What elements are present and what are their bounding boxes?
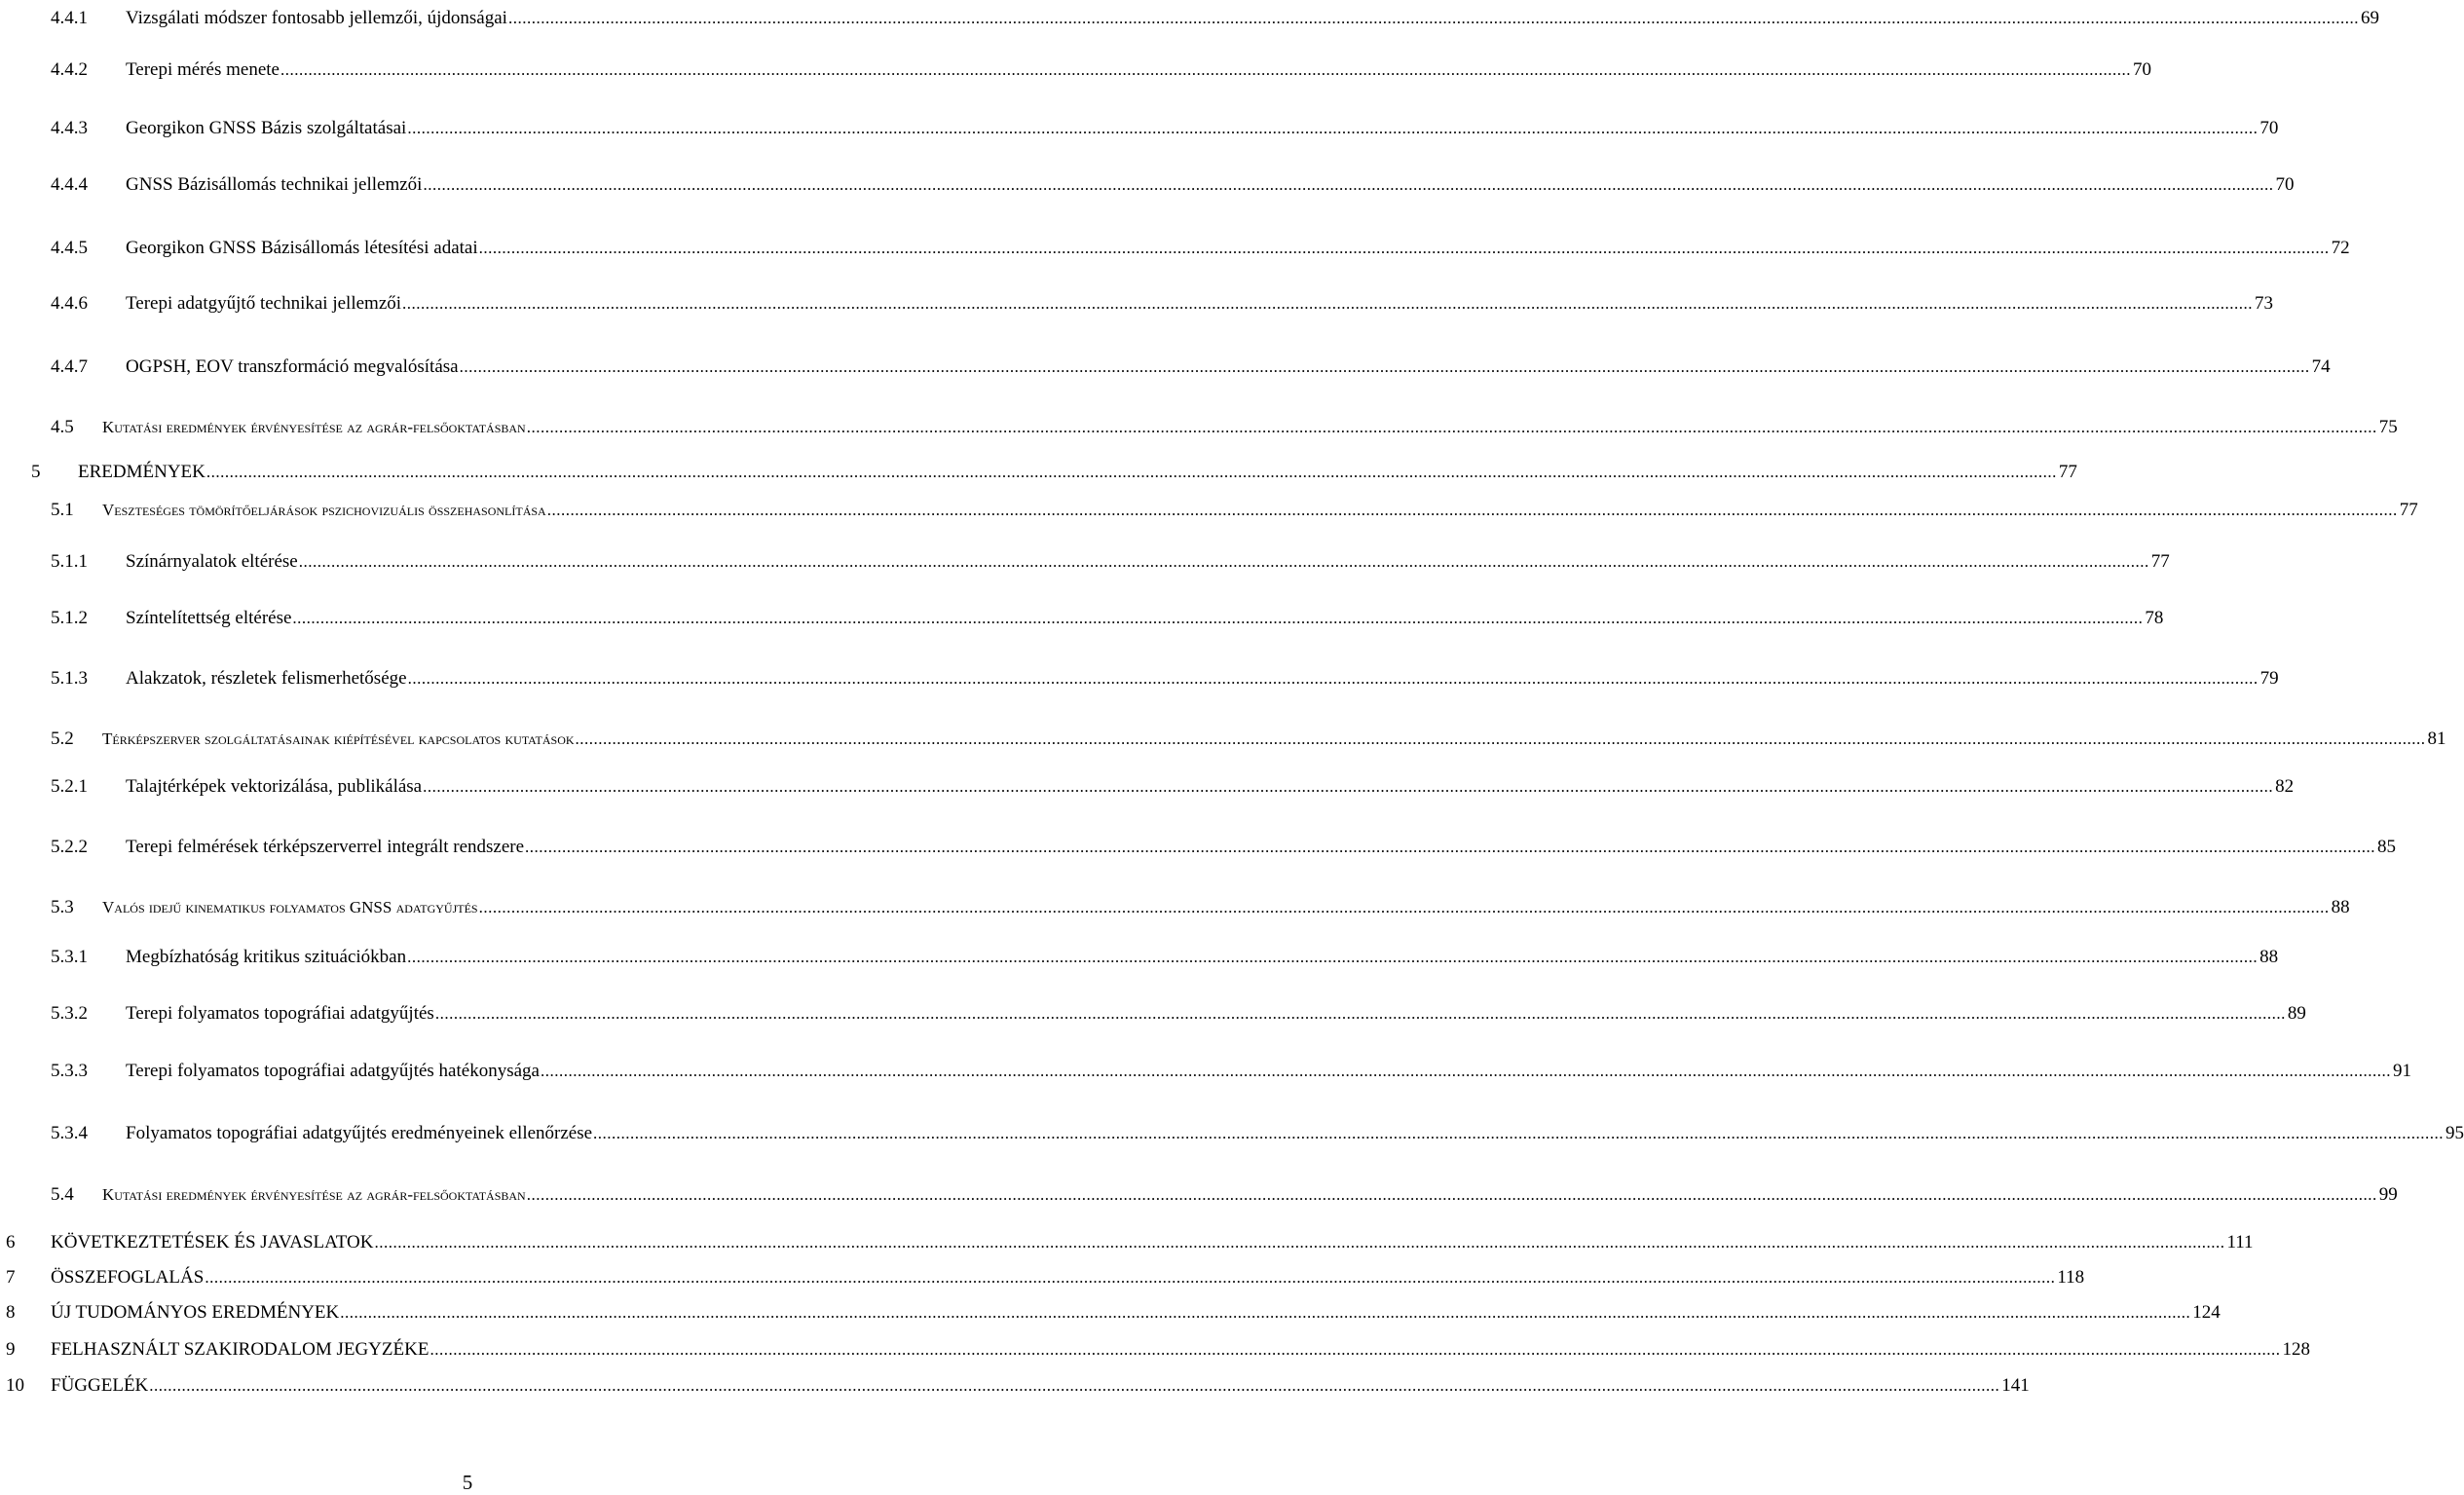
toc-dot-leader: ................................................................................................................................................................................................................................................................................................................................................................................................................ [292,609,2144,627]
toc-entry-page: 70 [2275,174,2295,195]
toc-entry[interactable] [51,725,2446,754]
toc-entry-title: Georgikon GNSS Bázisállomás létesítési adatai [126,238,478,258]
toc-entry-number: 7 [6,1267,16,1288]
toc-entry-number: 5.3.2 [51,1003,88,1024]
toc-entry-number: 4.4.1 [51,8,88,28]
toc-entry-number: 5.1.3 [51,668,88,689]
toc-entry[interactable] [51,289,2274,318]
toc-entry-title: FÜGGELÉK [51,1375,149,1396]
toc-dot-leader: ................................................................................................................................................................................................................................................................................................................................................................................................................ [478,898,2330,916]
toc-entry[interactable] [6,1298,2221,1327]
toc-entry-title: ÖSSZEFOGLALÁS [51,1267,205,1288]
toc-dot-leader: ................................................................................................................................................................................................................................................................................................................................................................................................................ [340,1303,2191,1322]
toc-entry-title: Terepi folyamatos topográfiai adatgyűjtés hatékonysága [126,1061,540,1081]
toc-entry-number: 5.2 [51,729,74,749]
toc-entry-page: 85 [2377,837,2397,857]
toc-dot-leader: ................................................................................................................................................................................................................................................................................................................................................................................................................ [525,838,2376,856]
toc-entry-page: 79 [2259,668,2279,689]
toc-dot-leader: ................................................................................................................................................................................................................................................................................................................................................................................................................ [478,239,2330,257]
toc-entry[interactable] [51,833,2397,862]
toc-entry-page: 69 [2360,8,2379,28]
toc-entry-number: 5.3.1 [51,947,88,967]
toc-entry-number: 5 [31,462,41,482]
toc-entry-number: 6 [6,1232,16,1252]
toc-entry-title: Valós idejű kinematikus folyamatos GNSS adatgyűjtés [102,898,478,916]
toc-entry-number: 9 [6,1339,16,1360]
toc-entry-title: ÚJ TUDOMÁNYOS EREDMÉNYEK [51,1302,340,1323]
toc-entry-page: 91 [2392,1061,2411,1081]
toc-entry-number: 5.3.4 [51,1123,88,1143]
toc-entry-page: 118 [2057,1267,2085,1288]
toc-entry-number: 8 [6,1302,16,1323]
toc-entry-page: 73 [2255,293,2274,314]
toc-entry-title: KÖVETKEZTETÉSEK ÉS JAVASLATOK [51,1232,374,1252]
toc-entry-number: 10 [6,1375,24,1396]
toc-entry-title: Veszteséges tömörítőeljárások pszichovizuális összehasonlítása [102,501,546,519]
toc-entry-page: 88 [2259,947,2279,967]
toc-dot-leader: ................................................................................................................................................................................................................................................................................................................................................................................................................ [298,552,2149,571]
toc-entry-title: Terepi mérés menete [126,59,280,80]
toc-dot-leader: ................................................................................................................................................................................................................................................................................................................................................................................................................ [205,1268,2056,1287]
toc-dot-leader: ................................................................................................................................................................................................................................................................................................................................................................................................................ [407,669,2259,688]
toc-entry-page: 111 [2226,1232,2254,1252]
toc-entry-number: 4.4.7 [51,356,88,377]
toc-entry-title: OGPSH, EOV transzformáció megvalósítása [126,356,459,377]
toc-entry-number: 4.4.4 [51,174,88,195]
toc-entry[interactable] [51,56,2151,85]
toc-entry-title: Terepi folyamatos topográfiai adatgyűjtés [126,1003,434,1024]
toc-entry-number: 5.2.1 [51,776,88,797]
toc-dot-leader: ................................................................................................................................................................................................................................................................................................................................................................................................................ [423,777,2274,796]
toc-entry-title: Alakzatok, részletek felismerhetősége [126,668,407,689]
toc-entry-title: Megbízhatóság kritikus szituációkban [126,947,407,967]
toc-dot-leader: ................................................................................................................................................................................................................................................................................................................................................................................................................ [407,119,2259,137]
toc-dot-leader: ................................................................................................................................................................................................................................................................................................................................................................................................................ [205,463,2057,481]
toc-entry-number: 5.1 [51,500,74,520]
toc-dot-leader: ................................................................................................................................................................................................................................................................................................................................................................................................................ [526,1185,2377,1204]
toc-entry-page: 88 [2331,897,2350,917]
toc-entry[interactable] [51,664,2279,693]
toc-entry[interactable] [51,999,2306,1028]
toc-dot-leader: ................................................................................................................................................................................................................................................................................................................................................................................................................ [280,60,2131,79]
toc-entry-page: 75 [2378,417,2398,437]
toc-entry-page: 81 [2427,729,2446,749]
toc-entry-page: 124 [2192,1302,2221,1323]
toc-entry[interactable] [51,170,2295,200]
toc-entry-page: 70 [2259,118,2279,138]
toc-entry-page: 77 [2150,551,2170,572]
toc-dot-leader: ................................................................................................................................................................................................................................................................................................................................................................................................................ [575,729,2426,748]
toc-entry-title: Terepi adatgyűjtő technikai jellemzői [126,293,402,314]
toc-entry-page: 72 [2331,238,2350,258]
toc-entry[interactable] [51,413,2398,442]
toc-dot-leader: ................................................................................................................................................................................................................................................................................................................................................................................................................ [546,501,2398,519]
toc-dot-leader: ................................................................................................................................................................................................................................................................................................................................................................................................................ [507,9,2359,27]
toc-entry[interactable] [31,458,2077,487]
toc-entry-page: 89 [2287,1003,2306,1024]
toc-entry-title: Terepi felmérések térképszerverrel integrált rendszere [126,837,525,857]
toc-entry[interactable] [6,1371,2030,1401]
toc-entry-title: Színtelítettség eltérése [126,608,292,628]
toc-entry-page: 99 [2378,1184,2398,1205]
toc-entry-title: Vizsgálati módszer fontosabb jellemzői, újdonságai [126,8,507,28]
toc-entry-title: EREDMÉNYEK [78,462,205,482]
toc-dot-leader: ................................................................................................................................................................................................................................................................................................................................................................................................................ [434,1004,2286,1023]
toc-entry-number: 4.4.3 [51,118,88,138]
toc-entry-number: 5.1.1 [51,551,88,572]
toc-entry-title: Térképszerver szolgáltatásainak kiépítésével kapcsolatos kutatások [102,729,575,748]
toc-entry-title: Georgikon GNSS Bázis szolgáltatásai [126,118,407,138]
toc-entry-page: 77 [2058,462,2077,482]
toc-entry-page: 77 [2399,500,2418,520]
toc-entry-number: 4.4.2 [51,59,88,80]
toc-dot-leader: ................................................................................................................................................................................................................................................................................................................................................................................................................ [423,175,2274,194]
toc-entry-number: 4.4.6 [51,293,88,314]
toc-entry-title: Talajtérképek vektorizálása, publikálása [126,776,423,797]
toc-entry-page: 128 [2282,1339,2310,1360]
toc-entry-title: Folyamatos topográfiai adatgyűjtés eredményeinek ellenőrzése [126,1123,593,1143]
toc-entry-page: 78 [2145,608,2164,628]
toc-entry[interactable] [51,114,2279,143]
toc-entry[interactable] [51,1119,2464,1148]
toc-entry[interactable] [51,1057,2411,1086]
toc-entry-title: Színárnyalatok eltérése [126,551,298,572]
toc-entry[interactable] [51,943,2279,972]
toc-entry-number: 4.5 [51,417,74,437]
toc-dot-leader: ................................................................................................................................................................................................................................................................................................................................................................................................................ [526,418,2377,436]
toc-dot-leader: ................................................................................................................................................................................................................................................................................................................................................................................................................ [407,948,2259,966]
toc-dot-leader: ................................................................................................................................................................................................................................................................................................................................................................................................................ [149,1376,2000,1395]
toc-dot-leader: ................................................................................................................................................................................................................................................................................................................................................................................................................ [374,1233,2225,1252]
toc-entry[interactable] [6,1335,2310,1364]
toc-entry[interactable] [51,772,2295,802]
toc-dot-leader: ................................................................................................................................................................................................................................................................................................................................................................................................................ [593,1124,2445,1142]
toc-entry-page: 95 [2445,1123,2464,1143]
toc-dot-leader: ................................................................................................................................................................................................................................................................................................................................................................................................................ [459,357,2310,376]
toc-entry-number: 5.1.2 [51,608,88,628]
toc-entry-page: 74 [2311,356,2331,377]
toc-entry-number: 5.3.3 [51,1061,88,1081]
toc-dot-leader: ................................................................................................................................................................................................................................................................................................................................................................................................................ [540,1062,2391,1080]
toc-entry-title: Kutatási eredmények érvényesítése az agrár-felsőoktatásban [102,418,526,436]
toc-entry-number: 4.4.5 [51,238,88,258]
toc-entry[interactable] [51,893,2350,922]
toc-entry-page: 82 [2275,776,2295,797]
toc-entry-title: GNSS Bázisállomás technikai jellemzői [126,174,423,195]
toc-entry-title: FELHASZNÁLT SZAKIRODALOM JEGYZÉKE [51,1339,429,1360]
toc-entry-number: 5.4 [51,1184,74,1205]
page-number: 5 [462,1471,473,1494]
toc-entry[interactable] [51,4,2379,33]
toc-entry-page: 141 [2001,1375,2030,1396]
toc-entry[interactable] [51,234,2350,263]
toc-entry[interactable] [51,1180,2398,1210]
toc-entry[interactable] [51,604,2164,633]
toc-entry-number: 5.3 [51,897,74,917]
toc-entry[interactable] [51,496,2418,525]
toc-entry[interactable] [6,1263,2085,1292]
toc-entry-number: 5.2.2 [51,837,88,857]
toc-dot-leader: ................................................................................................................................................................................................................................................................................................................................................................................................................ [429,1340,2281,1359]
toc-dot-leader: ................................................................................................................................................................................................................................................................................................................................................................................................................ [402,294,2254,313]
toc-entry[interactable] [51,547,2170,577]
toc-entry-page: 70 [2132,59,2151,80]
toc-entry-title: Kutatási eredmények érvényesítése az agrár-felsőoktatásban [102,1185,526,1204]
toc-entry[interactable] [51,353,2331,382]
toc-entry[interactable] [6,1228,2254,1257]
